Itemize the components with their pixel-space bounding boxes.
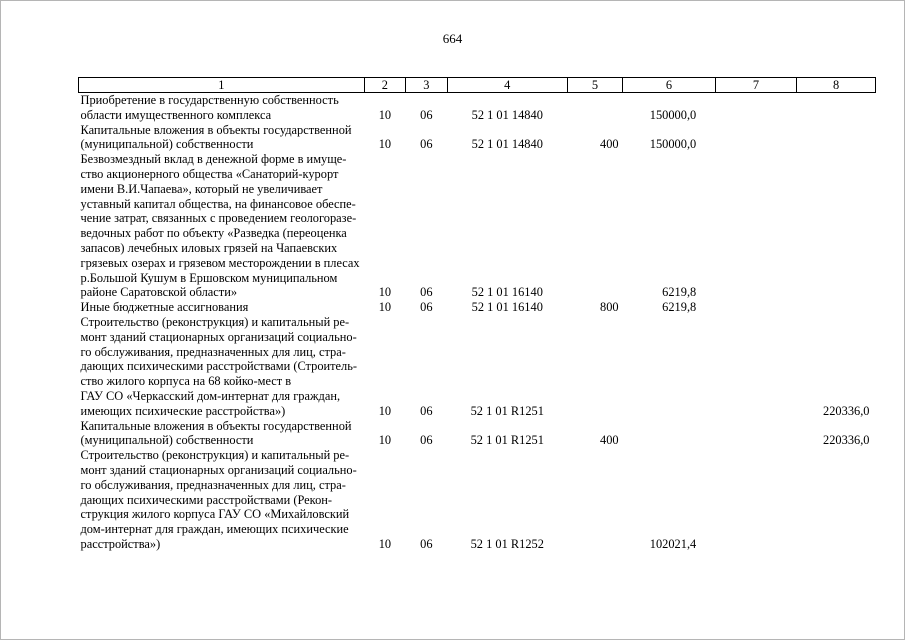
amount-col6: 150000,0 xyxy=(649,137,697,152)
row-description xyxy=(79,300,365,315)
description-line: р.Большой Кушум в Ершовском муниципальном xyxy=(80,270,338,285)
amount-col8: 220336,0 xyxy=(823,433,870,448)
description-line: монт зданий стационарных организаций социально- xyxy=(80,462,357,477)
description-line: ведочных работ по объекту «Разведка (переоценка xyxy=(80,226,347,241)
page-number: 664 xyxy=(442,31,463,46)
description-line: монт зданий стационарных организаций социально- xyxy=(80,329,357,344)
description-line: имеющих психические расстройства») xyxy=(80,403,286,418)
amount-col8 xyxy=(797,93,876,123)
header-cell-8: 8 xyxy=(797,78,876,93)
target-code: 52 1 01 14840 xyxy=(471,107,543,122)
expense-type-code xyxy=(567,315,622,419)
expense-type-code: 800 xyxy=(600,300,619,315)
description-line: Строительство (реконструкция) и капитальный ре- xyxy=(80,448,350,463)
description-line: расстройства») xyxy=(80,536,161,551)
expense-type-code xyxy=(567,152,622,300)
header-cell-4: 4 xyxy=(447,78,567,93)
header-cell-2: 2 xyxy=(364,78,405,93)
section-code: 10 xyxy=(378,403,392,418)
expense-type-code xyxy=(567,93,622,123)
amount-col7 xyxy=(715,93,797,123)
description-line: Капитальные вложения в объекты государственной xyxy=(80,122,352,137)
header-cell-5: 5 xyxy=(567,78,622,93)
header-cell-6: 6 xyxy=(623,78,716,93)
description-line: запасов) лечебных иловых грязей на Чапаевских xyxy=(80,240,338,255)
row-description xyxy=(79,448,365,552)
amount-col8 xyxy=(797,300,876,315)
description-line: (муниципальной) собственности xyxy=(80,433,254,448)
section-code: 10 xyxy=(378,137,392,152)
subsection-code: 06 xyxy=(420,107,433,122)
target-code: 52 1 01 14840 xyxy=(471,137,543,152)
table-row xyxy=(79,152,876,300)
header-cell-3: 3 xyxy=(406,78,447,93)
amount-col6: 150000,0 xyxy=(649,107,697,122)
header-cell-7: 7 xyxy=(715,78,797,93)
description-line: Иные бюджетные ассигнования xyxy=(80,300,249,315)
expense-type-code: 400 xyxy=(600,433,619,448)
amount-col6: 6219,8 xyxy=(662,285,697,300)
table-body xyxy=(79,93,876,552)
amount-col6: 6219,8 xyxy=(662,300,697,315)
section-code: 10 xyxy=(378,300,392,315)
description-line: районе Саратовской области» xyxy=(80,285,238,300)
amount-col6: 102021,4 xyxy=(649,536,697,551)
amount-col8 xyxy=(797,448,876,552)
table-row xyxy=(79,123,876,153)
amount-col7 xyxy=(715,315,797,419)
subsection-code: 06 xyxy=(420,300,433,315)
description-line: го обслуживания, предназначенных для лиц, стра- xyxy=(80,477,346,492)
description-line: струкция жилого корпуса ГАУ СО «Михайловский xyxy=(80,507,350,522)
amount-col8: 220336,0 xyxy=(823,403,870,418)
subsection-code: 06 xyxy=(420,285,433,300)
description-line: Безвозмездный вклад в денежной форме в имуще- xyxy=(80,152,347,167)
amount-col8 xyxy=(797,152,876,300)
table-row xyxy=(79,315,876,419)
row-description xyxy=(79,419,365,449)
target-code: 52 1 01 16140 xyxy=(471,300,543,315)
description-line: го обслуживания, предназначенных для лиц, стра- xyxy=(80,344,346,359)
description-line: ГАУ СО «Черкасский дом-интернат для граждан, xyxy=(80,388,341,403)
section-code: 10 xyxy=(378,536,392,551)
description-line: Строительство (реконструкция) и капитальный ре- xyxy=(80,314,350,329)
subsection-code: 06 xyxy=(420,536,433,551)
section-code: 10 xyxy=(378,433,392,448)
description-line: области имущественного комплекса xyxy=(80,107,272,122)
amount-col7 xyxy=(715,123,797,153)
row-description xyxy=(79,152,365,300)
section-code: 10 xyxy=(378,107,392,122)
row-description xyxy=(79,123,365,153)
target-code: 52 1 01 R1251 xyxy=(470,403,544,418)
amount-col7 xyxy=(715,300,797,315)
table-row xyxy=(79,300,876,315)
description-line: чение затрат, связанных с проведением геологоразе- xyxy=(80,211,357,226)
target-code: 52 1 01 R1252 xyxy=(470,536,544,551)
description-line: дом-интернат для граждан, имеющих психические xyxy=(80,522,349,537)
section-code: 10 xyxy=(378,285,392,300)
amount-col7 xyxy=(715,419,797,449)
description-line: Приобретение в государственную собственность xyxy=(80,93,339,107)
target-code: 52 1 01 R1251 xyxy=(470,433,544,448)
description-line: ство жилого корпуса на 68 койко-мест в xyxy=(80,374,292,389)
subsection-code: 06 xyxy=(420,137,433,152)
description-line: Капитальные вложения в объекты государственной xyxy=(80,418,352,433)
description-line: грязевых озерах и грязевом месторождении в плесах xyxy=(80,255,360,270)
description-line: имени В.И.Чапаева», который не увеличивает xyxy=(80,181,323,196)
header-cell-1: 1 xyxy=(79,78,365,93)
table-row xyxy=(79,93,876,123)
amount-col7 xyxy=(715,152,797,300)
subsection-code: 06 xyxy=(420,433,433,448)
table-row xyxy=(79,419,876,449)
expense-type-code: 400 xyxy=(600,137,619,152)
subsection-code: 06 xyxy=(420,403,433,418)
amount-col8 xyxy=(797,123,876,153)
table-row xyxy=(79,448,876,552)
budget-table xyxy=(78,77,876,552)
amount-col6 xyxy=(623,419,716,449)
row-description xyxy=(79,93,365,123)
description-line: ство акционерного общества «Санаторий-курорт xyxy=(80,166,339,181)
header-row xyxy=(79,78,876,93)
amount-col6 xyxy=(623,315,716,419)
description-line: (муниципальной) собственности xyxy=(80,137,254,152)
target-code: 52 1 01 16140 xyxy=(471,285,543,300)
amount-col7 xyxy=(715,448,797,552)
description-line: дающих психическими расстройствами (Рекон- xyxy=(80,492,333,507)
expense-type-code xyxy=(567,448,622,552)
description-line: дающих психическими расстройствами (Строитель- xyxy=(80,359,358,374)
row-description xyxy=(79,315,365,419)
description-line: уставный капитал общества, на финансовое обеспе- xyxy=(80,196,356,211)
